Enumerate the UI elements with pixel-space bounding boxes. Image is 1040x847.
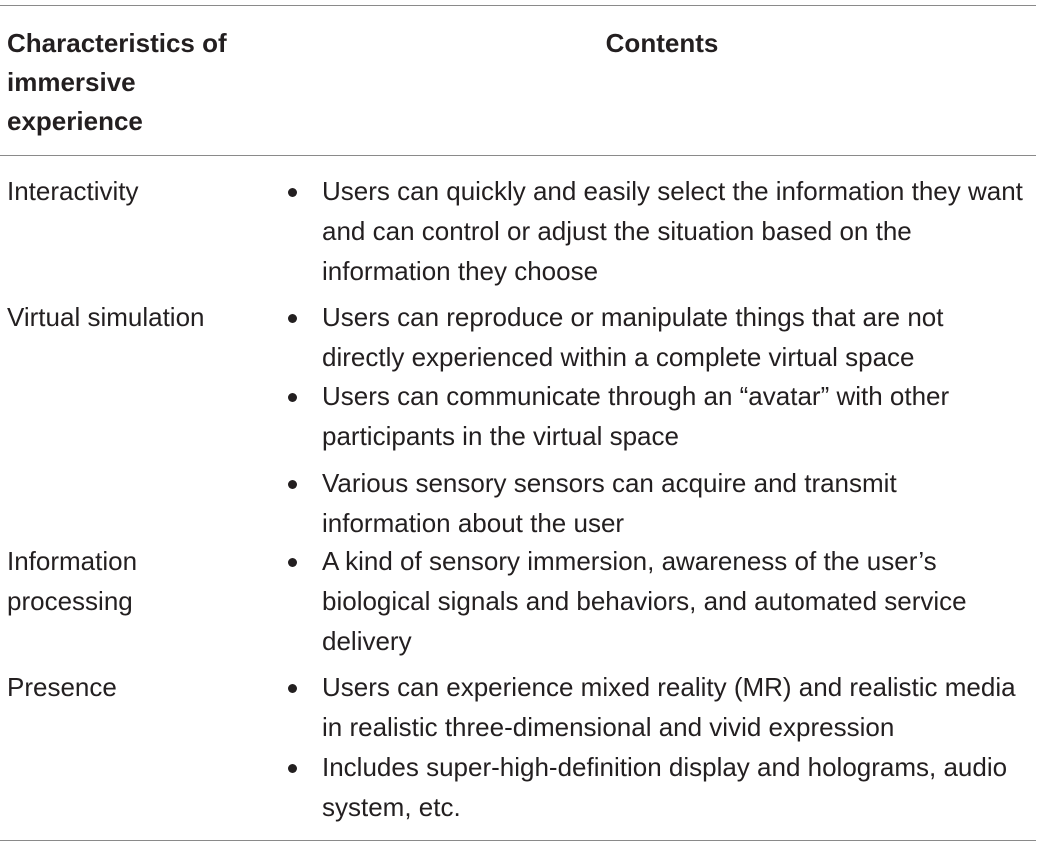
bullet-icon — [288, 393, 297, 402]
bullet-icon — [288, 188, 297, 197]
bullet-text: Users can reproduce or manipulate things that are not directly experienced within a complete virtual space — [322, 302, 944, 372]
bullet-text: Includes super-high-definition display and holograms, audio system, etc. — [322, 752, 1008, 822]
table-bottom-rule — [0, 840, 1036, 841]
bullet-icon — [288, 764, 297, 773]
bullet-text: Users can quickly and easily select the information they want and can control or adjust the situation based on the information they choose — [322, 176, 1023, 286]
column-header-contents: Contents — [605, 28, 719, 58]
row-characteristic-information-processing: Information processing — [7, 546, 138, 616]
bullet-text: Various sensory sensors can acquire and transmit information about the user — [322, 468, 897, 538]
bullet-text: Users can experience mixed reality (MR) and realistic media in realistic three-dimensional and vivid expression — [322, 672, 1016, 742]
bullet-icon — [288, 558, 297, 567]
row-characteristic-interactivity: Interactivity — [7, 176, 139, 206]
table-top-rule — [0, 5, 1036, 6]
column-header-characteristics: Characteristics of immersive experience — [7, 28, 227, 136]
row-characteristic-presence: Presence — [7, 672, 117, 702]
bullet-icon — [288, 480, 297, 489]
bullet-text: Users can communicate through an “avatar” with other participants in the virtual space — [322, 381, 950, 451]
bullet-text: A kind of sensory immersion, awareness of the user’s biological signals and behaviors, and automated service delivery — [322, 546, 967, 656]
bullet-icon — [288, 314, 297, 323]
bullet-icon — [288, 684, 297, 693]
row-characteristic-virtual-simulation: Virtual simulation — [7, 302, 205, 332]
header-divider-rule — [0, 155, 1036, 156]
